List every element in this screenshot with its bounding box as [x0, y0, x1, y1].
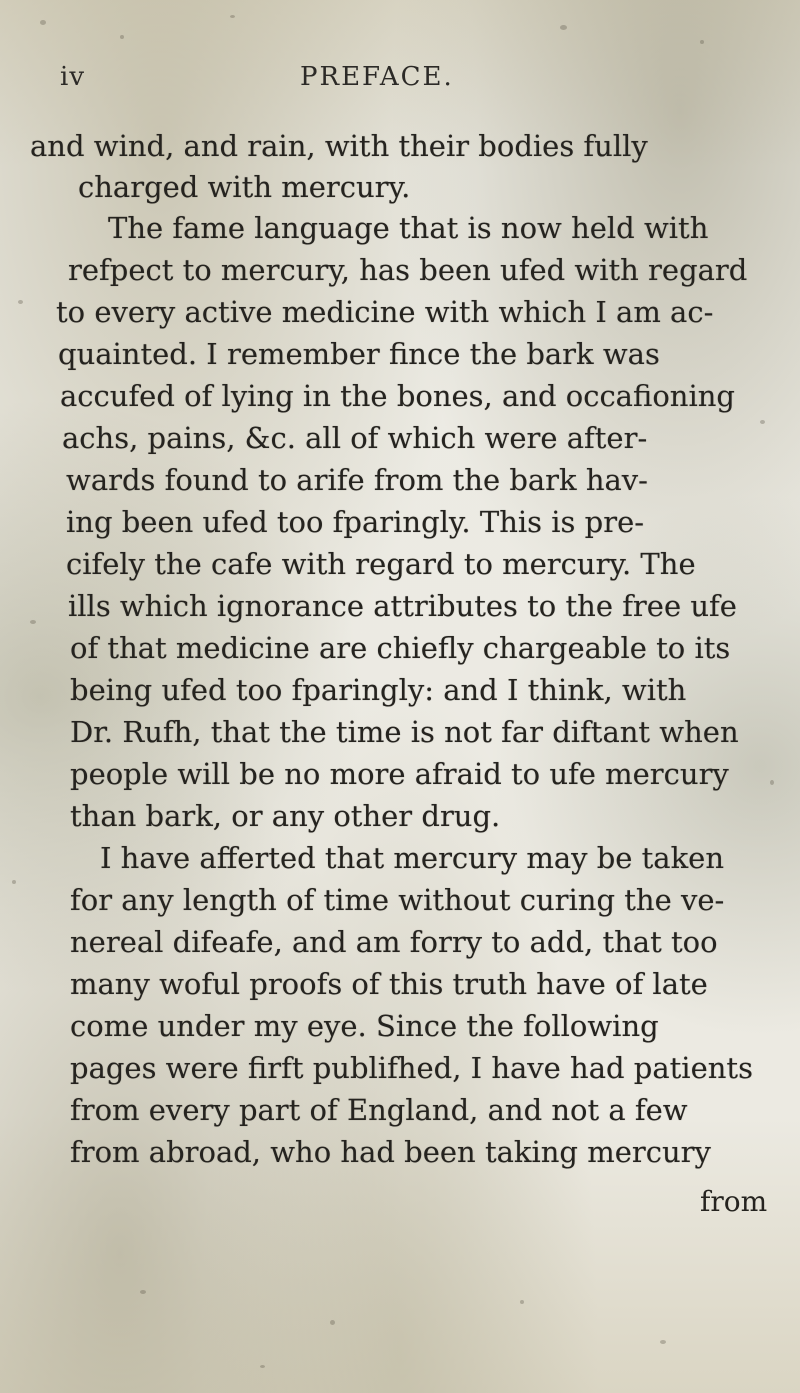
text-line: ing been ufed too fparingly. This is pre- [66, 505, 645, 539]
text-line: being ufed too fparingly: and I think, with [70, 673, 687, 707]
foxing-spot [760, 420, 765, 424]
foxing-spot [18, 300, 23, 304]
text-line: people will be no more afraid to ufe mercury [70, 757, 729, 791]
text-line: nereal difeafe, and am forry to add, that too [70, 925, 718, 959]
foxing-spot [560, 25, 567, 30]
text-line: for any length of time without curing the ve- [70, 883, 725, 917]
foxing-spot [770, 780, 774, 785]
catchword: from [700, 1185, 768, 1218]
foxing-spot [140, 1290, 146, 1294]
text-line: come under my eye. Since the following [70, 1009, 659, 1043]
text-line: pages were firft publifhed, I have had patients [70, 1051, 753, 1085]
foxing-spot [330, 1320, 335, 1325]
text-line: I have afferted that mercury may be taken [100, 841, 725, 875]
foxing-spot [260, 1365, 265, 1368]
text-line: wards found to arife from the bark hav- [66, 463, 648, 497]
text-line: quainted. I remember fince the bark was [58, 337, 660, 371]
text-line: many woful proofs of this truth have of late [70, 967, 708, 1001]
foxing-spot [40, 20, 46, 25]
foxing-spot [660, 1340, 666, 1344]
text-line: to every active medicine with which I am ac- [56, 295, 714, 329]
text-line: achs, pains, &c. all of which were after- [62, 421, 648, 455]
foxing-spot [30, 620, 36, 624]
text-line: than bark, or any other drug. [70, 799, 501, 833]
foxing-spot [700, 40, 704, 44]
text-line: of that medicine are chiefly chargeable to its [70, 631, 731, 665]
foxing-spot [520, 1300, 524, 1304]
running-head: PREFACE. [300, 62, 454, 92]
text-line: Dr. Rufh, that the time is not far diftant when [70, 715, 739, 749]
text-line: charged with mercury. [78, 170, 411, 204]
foxing-spot [230, 15, 235, 18]
foxing-spot [120, 35, 124, 39]
text-line: The fame language that is now held with [108, 211, 709, 245]
text-line: ills which ignorance attributes to the free ufe [68, 589, 737, 623]
text-line: from abroad, who had been taking mercury [70, 1135, 711, 1169]
text-line: and wind, and rain, with their bodies fully [30, 129, 648, 163]
text-line: cifely the cafe with regard to mercury. The [66, 547, 696, 581]
text-line: from every part of England, and not a few [70, 1093, 688, 1127]
page-number: iv [60, 62, 86, 92]
text-line: refpect to mercury, has been ufed with regard [68, 253, 748, 287]
foxing-spot [12, 880, 16, 884]
text-line: accufed of lying in the bones, and occafioning [60, 379, 735, 413]
page-header [0, 62, 800, 102]
